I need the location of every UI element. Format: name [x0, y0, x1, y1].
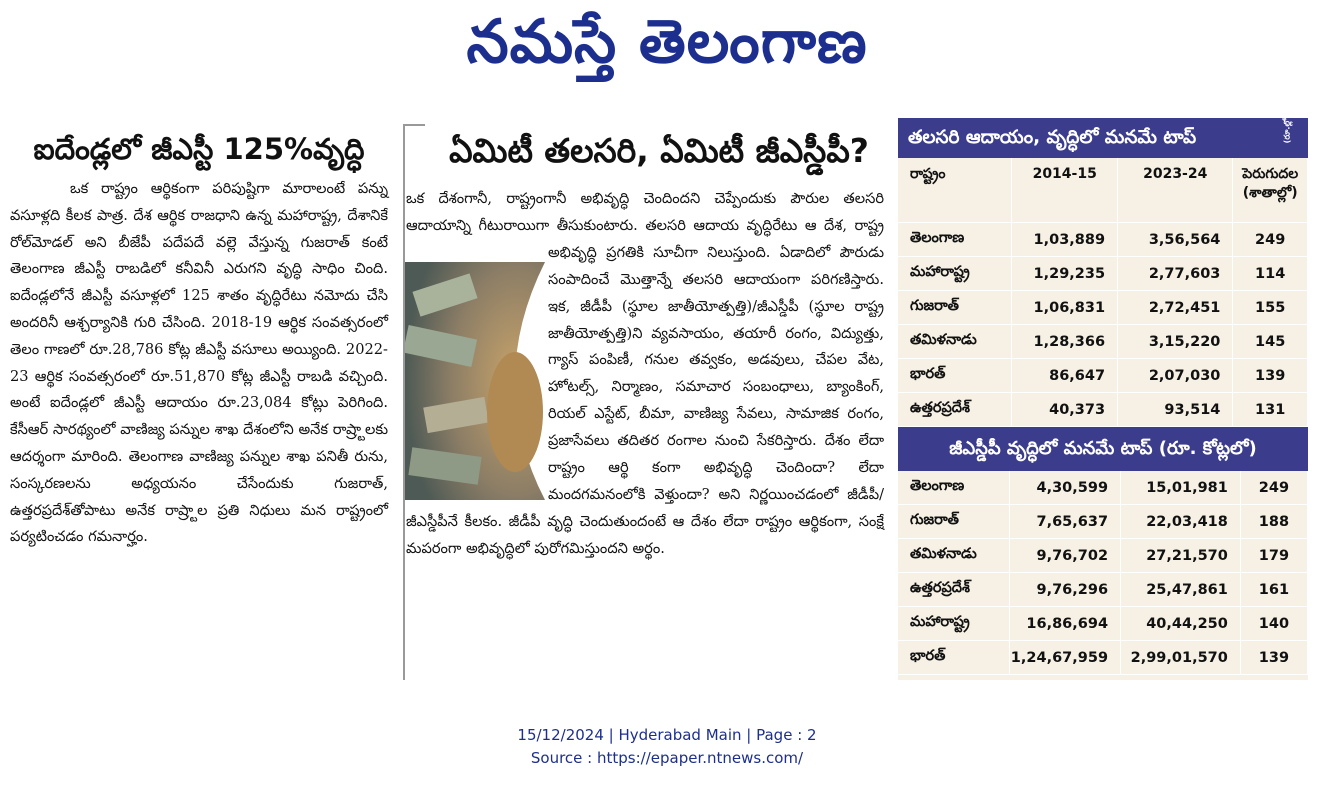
header-growth: పెరుగుదల (శాతాల్లో) — [1233, 158, 1308, 223]
table-cell: 139 — [1240, 641, 1307, 675]
table-row — [898, 359, 1308, 393]
table-cell: 131 — [1233, 393, 1308, 427]
header-2014: 2014-15 — [1012, 158, 1118, 223]
table-cell: 1,06,831 — [1012, 291, 1118, 325]
table-cell: 40,44,250 — [1121, 607, 1241, 641]
table-cell: 4,30,599 — [1010, 471, 1121, 505]
left-article — [10, 130, 388, 551]
table-cell: 114 — [1233, 257, 1308, 291]
table-cell: తమిళనాడు — [898, 325, 1012, 359]
table-cell: 188 — [1240, 505, 1307, 539]
table-cell: 1,24,67,959 — [1010, 641, 1121, 675]
table-cell: 2,07,030 — [1118, 359, 1233, 393]
middle-article-text: ఒక దేశంగానీ, రాష్ట్రంగానీ అభివృద్ధి చెందిందని చెప్పేందుకు పౌరుల తలసరి ఆదాయాన్ని గీటురాయిగా తీసుకుంటారు. తలసరి ఆదాయ వృద్ధిరేటు ఆ దేశ, రాష్ట్ర అభివృద్ధి ప్రగతికి సూచీగా నిలుస్తుంది. ఏడాదిలో పౌరుడు సంపాదించే మొత్తాన్నే తలసరి ఆదాయంగా పరిగణిస్తారు. ఇక, జీడీపీ (స్థూల జాతీయోత్పత్తి)/జీఎస్డీపీ (స్థూల రాష్ట్ర జాతీయోత్పత్తి)ని వ్యవసాయం, తయారీ రంగం, విద్యుత్తు, గ్యాస్ పంపిణీ, గనుల తవ్వకం, అడవులు, చేపల వేట, హోటల్స్, నిర్మాణం, సమాచార సంబంధాలు, బ్యాంకింగ్, రియల్ ఎస్టేట్, బీమా, వాణిజ్య సేవలు, సామాజిక రంగం, ప్రజాసేవలు తదితర రంగాల నుంచి సేకరిస్తారు. దేశం లేదా రాష్ట్రం ఆర్థి కంగా అభివృద్ధి చెందిందా? లేదా మందగమనంలోకి వెళ్తుందా? అని నిర్ణయించడంలో జీడీపీ/జీఎస్డీపీనే కీలకం. జీడీపీ వృద్ధి చెందుతుందంటే ఆ దేశం లేదా రాష్ట్రం ఆర్థికంగా, సంక్షే మపరంగా అభివృద్ధిలో పురోగమిస్తుందని అర్థం. — [406, 190, 884, 557]
table-row — [898, 573, 1308, 607]
table-row — [898, 223, 1308, 257]
table-cell: 155 — [1233, 291, 1308, 325]
table-row — [898, 539, 1308, 573]
left-article-headline: ఐదేండ్లలో జీఎస్టీ 125%వృద్ధి — [33, 132, 365, 166]
table-row — [898, 607, 1308, 641]
table-cell: గుజరాత్ — [898, 291, 1012, 325]
left-article-body: ఒక రాష్ట్రం ఆర్థికంగా పరిపుష్టిగా మారాలంటే పన్ను వసూళ్లది కీలక పాత్ర. దేశ ఆర్థిక రాజధాని ఉన్న మహారాష్ట్ర, దేశానికే రోల్‌మోడల్ అని బీజేపీ పదేపదే వల్లె వేస్తున్న గుజరాత్ కంటే తెలంగాణ జీఎస్టీ రాబడిలో కనీవినీ ఎరుగని వృద్ధి సాధిం చింది. ఐదేండ్లలోనే జీఎస్టీ వసూళ్లలో 125 శాతం వృద్ధిరేటు నమోదు చేసి అందరినీ ఆశ్చర్యానికి గురి చేసింది. 2018-19 ఆర్థిక సంవత్సరంలో తెలం గాణలో రూ.28,786 కోట్ల జీఎస్టీ వసూలు అయ్యింది. 2022-23 ఆర్థిక సంవత్సరంలో రూ.51,870 కోట్ల జీఎస్టీ రాబడి వచ్చింది. అంటే ఐదేండ్లలో జీఎస్టీ ఆదాయం రూ.23,084 కోట్లు పెరిగింది. కేసీఆర్ సారథ్యంలో వాణిజ్య పన్నుల శాఖ దేశంలోని అనేక రాష్ర్టాలకు ఆదర్శంగా మారింది. తెలంగాణ వాణిజ్య పన్నుల శాఖ పనితీ రును, సంస్కరణలను అధ్యయనం చేసేందుకు గుజరాత్, ఉత్తరప్రదేశ్‌తోపాటు అనేక రాష్ర్టాల ప్రతి నిధులు మన రాష్ట్రంలో పర్యటించడం గమనార్హం. — [10, 180, 388, 546]
header-state: రాష్ట్రం — [898, 158, 1012, 223]
table-cell: 249 — [1240, 471, 1307, 505]
table-cell: 249 — [1233, 223, 1308, 257]
table-cell: 16,86,694 — [1010, 607, 1121, 641]
table-cell: తెలంగాణ — [898, 471, 1010, 505]
table-title-unit: (రూ.ల్లో) — [1282, 114, 1292, 144]
table-row — [898, 505, 1308, 539]
table-cell: 93,514 — [1118, 393, 1233, 427]
table-cell: 3,56,564 — [1118, 223, 1233, 257]
table-cell: గుజరాత్ — [898, 505, 1010, 539]
middle-article-body — [406, 186, 884, 563]
table-cell: 1,28,366 — [1012, 325, 1118, 359]
masthead-logo: నమస్తే తెలంగాణ — [466, 7, 868, 77]
table-cell: 2,77,603 — [1118, 257, 1233, 291]
table-cell: మహారాష్ట్ర — [898, 257, 1012, 291]
table-row — [898, 393, 1308, 427]
table-cell: మహారాష్ట్ర — [898, 607, 1010, 641]
stats-table — [898, 114, 1308, 680]
table-cell: భారత్ — [898, 359, 1012, 393]
table-cell: 2,99,01,570 — [1121, 641, 1241, 675]
table-cell: 86,647 — [1012, 359, 1118, 393]
table-cell: 40,373 — [1012, 393, 1118, 427]
table-cell: 9,76,702 — [1010, 539, 1121, 573]
table-title-per-capita — [898, 114, 1308, 158]
table-title-gsdp: జీఎస్డీపీ వృద్ధిలో మనమే టాప్ (రూ. కోట్లలో) — [898, 427, 1308, 471]
table-cell: తెలంగాణ — [898, 223, 1012, 257]
table-cell: 3,15,220 — [1118, 325, 1233, 359]
table-cell: 2,72,451 — [1118, 291, 1233, 325]
table-cell: ఉత్తరప్రదేశ్ — [898, 573, 1010, 607]
table-row — [898, 471, 1308, 505]
table-cell: 1,03,889 — [1012, 223, 1118, 257]
table-row — [898, 641, 1308, 675]
table-cell: 145 — [1233, 325, 1308, 359]
table-cell: 9,76,296 — [1010, 573, 1121, 607]
header-2023: 2023-24 — [1118, 158, 1233, 223]
table-cell: 7,65,637 — [1010, 505, 1121, 539]
table-cell: భారత్ — [898, 641, 1010, 675]
table-row — [898, 257, 1308, 291]
table-cell: 27,21,570 — [1121, 539, 1241, 573]
table-cell: 15,01,981 — [1121, 471, 1241, 505]
table-cell: 139 — [1233, 359, 1308, 393]
footer-date-line: 15/12/2024 | Hyderabad Main | Page : 2 — [517, 726, 817, 744]
column-divider-top — [403, 124, 425, 126]
table-header-row — [898, 158, 1308, 223]
table-cell: 25,47,861 — [1121, 573, 1241, 607]
table-cell: 179 — [1240, 539, 1307, 573]
table-row — [898, 291, 1308, 325]
table-cell: 161 — [1240, 573, 1307, 607]
middle-article-headline: ఏమిటీ తలసరి, ఏమిటీ జీఎస్డీపీ? — [449, 131, 869, 170]
table-cell: ఉత్తరప్రదేశ్ — [898, 393, 1012, 427]
table-cell: 22,03,418 — [1121, 505, 1241, 539]
table-cell: తమిళనాడు — [898, 539, 1010, 573]
table-row — [898, 325, 1308, 359]
table-cell: 1,29,235 — [1012, 257, 1118, 291]
per-capita-table — [898, 158, 1308, 427]
table-cell: 140 — [1240, 607, 1307, 641]
table-title-per-capita-text: తలసరి ఆదాయం, వృద్ధిలో మనమే టాప్ — [908, 127, 1197, 148]
gsdp-table — [898, 471, 1308, 675]
footer-source-line: Source : https://epaper.ntnews.com/ — [530, 749, 804, 767]
